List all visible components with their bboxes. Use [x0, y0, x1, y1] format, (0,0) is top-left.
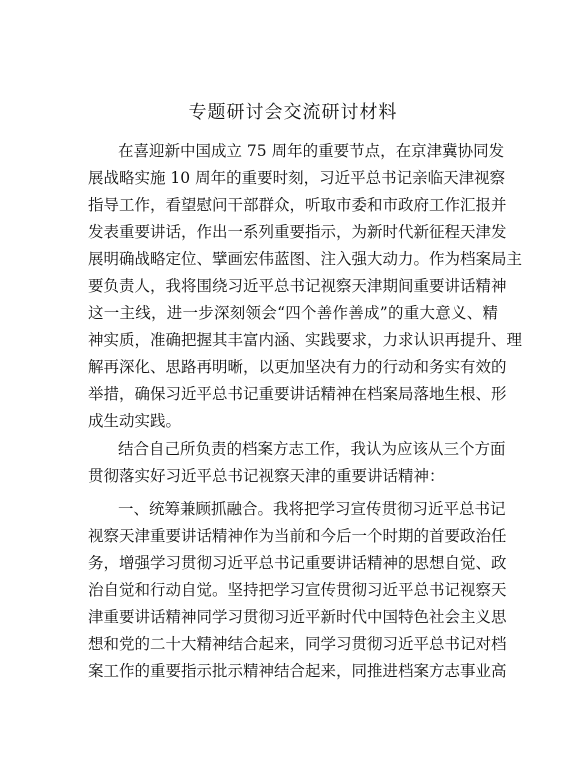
paragraph-line: 案工作的重要指示批示精神结合起来，同推进档案方志事业高 [88, 662, 507, 680]
paragraph-line: 成生动实践。 [88, 412, 182, 430]
paragraph-line: 务，增强学习贯彻习近平总书记重要讲话精神的思想自觉、政 [88, 554, 507, 572]
paragraph-line: 神实质，准确把握其丰富内涵、实践要求，力求认识再提升、理 [88, 331, 523, 349]
paragraph-line: 举措，确保习近平总书记重要讲话精神在档案局落地生根、形 [88, 385, 507, 403]
document-title: 专题研讨会交流研讨材料 [188, 102, 398, 123]
paragraph-line: 指导工作，看望慰问干部群众，听取市委和市政府工作汇报并 [88, 196, 507, 214]
paragraph-line: 要负责人，我将围绕习近平总书记视察天津期间重要讲话精神 [88, 277, 507, 295]
paragraph-line: 这一主线，进一步深刻领会“四个善作善成”的重大意义、精 [88, 304, 498, 322]
paragraph-line: 在喜迎新中国成立 75 周年的重要节点，在京津冀协同发 [118, 142, 505, 160]
paragraph-line: 想和党的二十大精神结合起来，同学习贯彻习近平总书记对档 [88, 635, 507, 653]
paragraph-line: 展明确战略定位、擘画宏伟蓝图、注入强大动力。作为档案局主 [88, 250, 523, 268]
paragraph-line: 视察天津重要讲话精神作为当前和今后一个时期的首要政治任 [88, 527, 507, 545]
paragraph-line: 贯彻落实好习近平总书记视察天津的重要讲话精神： [88, 467, 445, 485]
paragraph-line: 津重要讲话精神同学习贯彻习近平新时代中国特色社会主义思 [88, 608, 507, 626]
paragraph-line: 展战略实施 10 周年的重要时刻，习近平总书记亲临天津视察 [88, 169, 506, 187]
section-heading-line: 一、统筹兼顾抓融合。我将把学习宣传贯彻习近平总书记 [118, 500, 506, 518]
paragraph-line: 解再深化、思路再明晰，以更加坚决有力的行动和务实有效的 [88, 358, 507, 376]
paragraph-line: 发表重要讲话，作出一系列重要指示，为新时代新征程天津发 [88, 223, 507, 241]
paragraph-line: 治自觉和行动自觉。坚持把学习宣传贯彻习近平总书记视察天 [88, 581, 507, 599]
paragraph-line: 结合自己所负责的档案方志工作，我认为应该从三个方面 [118, 440, 506, 458]
